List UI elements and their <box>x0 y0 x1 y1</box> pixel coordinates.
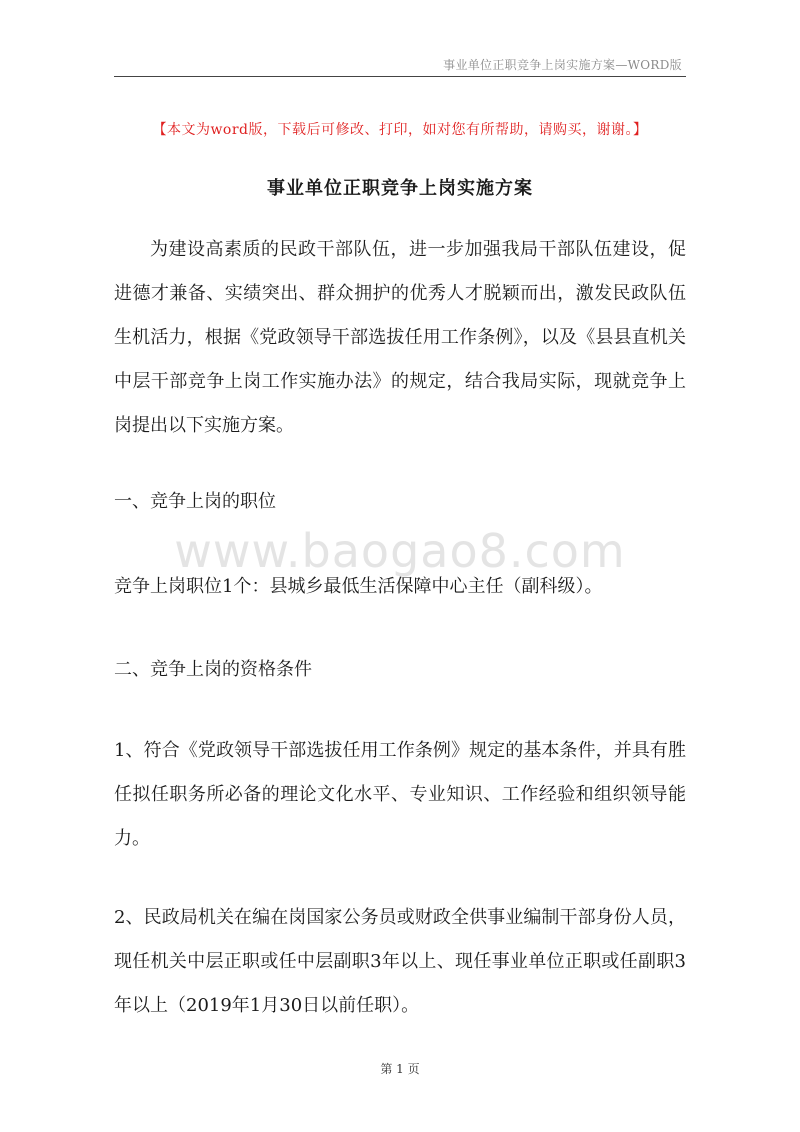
section2-heading: 二、竞争上岗的资格条件 <box>114 659 312 680</box>
watermark: www.baogao8.com <box>174 524 626 578</box>
header-divider <box>114 76 686 77</box>
intro-paragraph: 为建设高素质的民政干部队伍，进一步加强我局干部队伍建设，促进德才兼备、实绩突出、群众拥护的优秀人才脱颖而出，激发民政队伍生机活力，根据《党政领导干部选拔任用工作条例》，以及《县县直机关中层干部竞争上岗工作实施办法》的规定，结合我局实际，现就竞争上岗提出以下实施方案。 <box>114 239 686 436</box>
page-number: 第 1 页 <box>380 1062 420 1076</box>
section1-body: 竞争上岗职位1个：县城乡最低生活保障中心主任（副科级）。 <box>114 576 603 597</box>
running-header-title: 事业单位正职竞争上岗实施方案—WORD版 <box>443 58 682 72</box>
condition-item-1: 1、符合《党政领导干部选拔任用工作条例》规定的基本条件，并具有胜任拟任职务所必备的理论文化水平、专业知识、工作经验和组织领导能力。 <box>114 740 686 849</box>
purchase-notice: 【本文为word版，下载后可修改、打印，如对您有所帮助，请购买，谢谢。】 <box>152 122 648 138</box>
document-title: 事业单位正职竞争上岗实施方案 <box>267 178 533 199</box>
condition-item-2: 2、民政局机关在编在岗国家公务员或财政全供事业编制干部身份人员，现任机关中层正职或任中层副职3年以上、现任事业单位正职或任副职3年以上（2019年1月30日以前任职）。 <box>114 907 686 1016</box>
section1-heading: 一、竞争上岗的职位 <box>114 491 276 512</box>
